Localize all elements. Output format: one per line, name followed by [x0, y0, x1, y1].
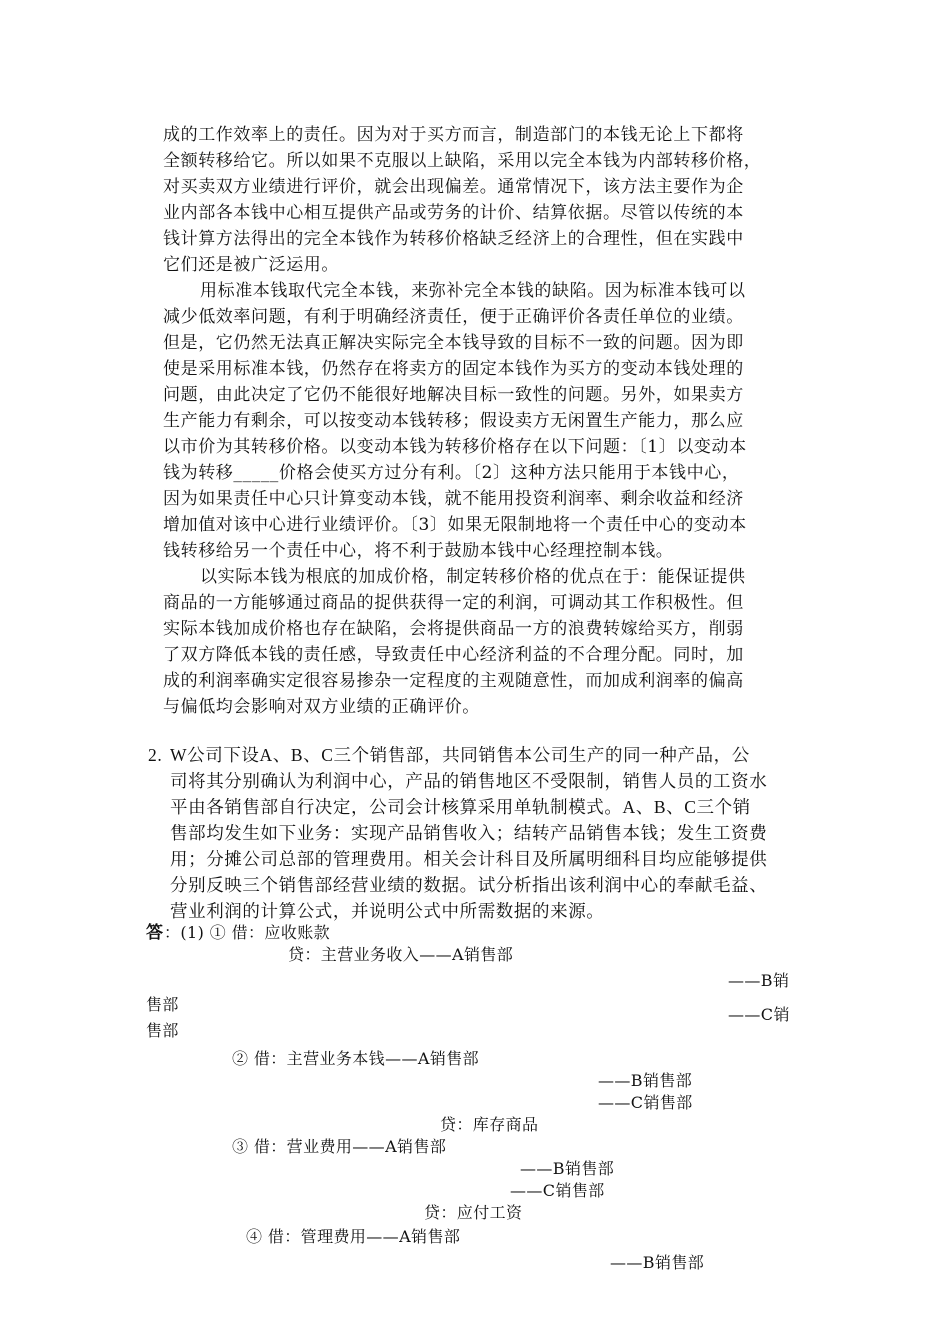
- text-line: 商品的一方能够通过商品的捉供获得一定的利润，可调动其工作积极性。但: [163, 593, 744, 613]
- entry-line: 售部: [146, 1021, 179, 1040]
- text-line: 分别反映三个销售部经营业绩的数据。试分析指出该利润中心的奉献毛益、: [170, 875, 768, 895]
- text-line: 增加值对该中心进行业绩评价。〔3〕如果无限制地将一个责任中心的变动本: [163, 515, 747, 535]
- text-line: 实际本钱加成价格也存在缺陷，会将提供商品一方的浪费转嫁给买方，削弱: [163, 619, 744, 639]
- text-line: 了双方降低本钱的责任感，导致责任中心经济利益的不合理分配。同时，加: [163, 645, 744, 665]
- entry-line: 贷：应付工资: [424, 1203, 523, 1222]
- text-line: 因为如果责任中心只计算变动本钱，就不能用投资利润率、剩余收益和经济: [163, 489, 744, 509]
- text-line: 营业利润的计算公式，并说明公式中所需数据的来源。: [170, 901, 605, 921]
- text-line: 司将其分别确认为利润中心，产品的销售地区不受限制，销售人员的工资水: [170, 771, 768, 791]
- entry-line: 贷：主营业务收入——A销售部: [288, 945, 514, 964]
- text-line: 问题，由此决定了它仍不能很好地解决目标一致性的问题。另外，如果卖方: [163, 385, 744, 405]
- text-line: W公司下设A、B、C三个销售部，共同销售本公司生产的同一种产品，公: [170, 745, 750, 765]
- text-line: 减少低效率问题，有利于明确经济责任，便于正确评价各责任单位的业绩。: [163, 307, 744, 327]
- text-line: 用；分摊公司总部的管理费用。相关会计科目及所属明细科目均应能够提供: [170, 849, 768, 869]
- entry-line: ——C销售部: [598, 1093, 693, 1112]
- entry-line: ——C销售部: [510, 1181, 605, 1200]
- text-line: 钱为转移_____价格会使买方过分有利。〔2〕这种方法只能用于本钱中心，: [163, 463, 740, 483]
- entry-line: ④ 借：管理费用——A销售部: [246, 1227, 461, 1246]
- entry-line: ：(1) ① 借：应收账款: [164, 923, 331, 942]
- text-line: 使是采用标准本钱，仍然存在将卖方的固定本钱作为买方的变动本钱处理的: [163, 359, 744, 379]
- text-line: 业内部各本钱中心相互提供产品或劳务的计价、结算依据。尽管以传统的本: [163, 203, 744, 223]
- text-line: 它们还是被广泛运用。: [163, 255, 339, 275]
- text-line: 成的利润率确实定很容易掺杂一定程度的主观随意性，而加成利润率的偏高: [163, 671, 744, 691]
- text-line: 全额转移给它。所以如果不克服以上缺陷，采用以完全本钱为内部转移价格，: [163, 151, 762, 171]
- entry-line: ——B销: [728, 971, 790, 990]
- text-line: 钱转移给另一个责任中心，将不利于鼓励本钱中心经理控制本钱。: [163, 541, 674, 561]
- entry-line: ——C销: [728, 1005, 790, 1024]
- entry-line: ——B销售部: [520, 1159, 615, 1178]
- text-line: 钱计算方法得出的完全本钱作为转移价格缺乏经济上的合理性，但在实践中: [163, 229, 744, 249]
- text-line: 对买卖双方业绩进行评价，就会出现偏差。通常情况下，该方法主要作为企: [163, 177, 744, 197]
- entry-line: ——B销售部: [610, 1253, 705, 1272]
- text-line: 生产能力有剩余，可以按变动本钱转移；假设卖方无闲置生产能力，那么应: [163, 411, 744, 431]
- entry-line: ——B销售部: [598, 1071, 693, 1090]
- text-line: 但是，它仍然无法真正解决实际完全本钱导致的目标不一致的问题。因为即: [163, 333, 744, 353]
- entry-line: 售部: [146, 995, 179, 1014]
- text-line: 以实际本钱为根底的加成价格，制定转移价格的优点在于：能保证提供: [200, 567, 746, 587]
- entry-line: ③ 借：营业费用——A销售部: [232, 1137, 447, 1156]
- text-line: 用标准本钱取代完全本钱，来弥补完全本钱的缺陷。因为标准本钱可以: [200, 281, 746, 301]
- answer-label: 答: [146, 923, 164, 943]
- text-line: 售部均发生如下业务：实现产品销售收入；结转产品销售本钱；发生工资费: [170, 823, 768, 843]
- text-line: 成的工作效率上的责任。因为对于买方而言，制造部门的本钱无论上下都将: [163, 125, 744, 145]
- text-line: 以市价为其转移价格。以变动本钱为转移价格存在以下问题：〔1〕以变动本: [163, 437, 747, 457]
- entry-line: 贷：库存商品: [440, 1115, 539, 1134]
- entry-line: ② 借：主营业务本钱——A销售部: [232, 1049, 480, 1068]
- text-line: 平由各销售部自行决定，公司会计核算采用单轨制模式。A、B、C三个销: [170, 797, 751, 817]
- text-line: 与偏低均会影响对双方业绩的正确评价。: [163, 697, 480, 717]
- question-number: 2.: [148, 745, 163, 765]
